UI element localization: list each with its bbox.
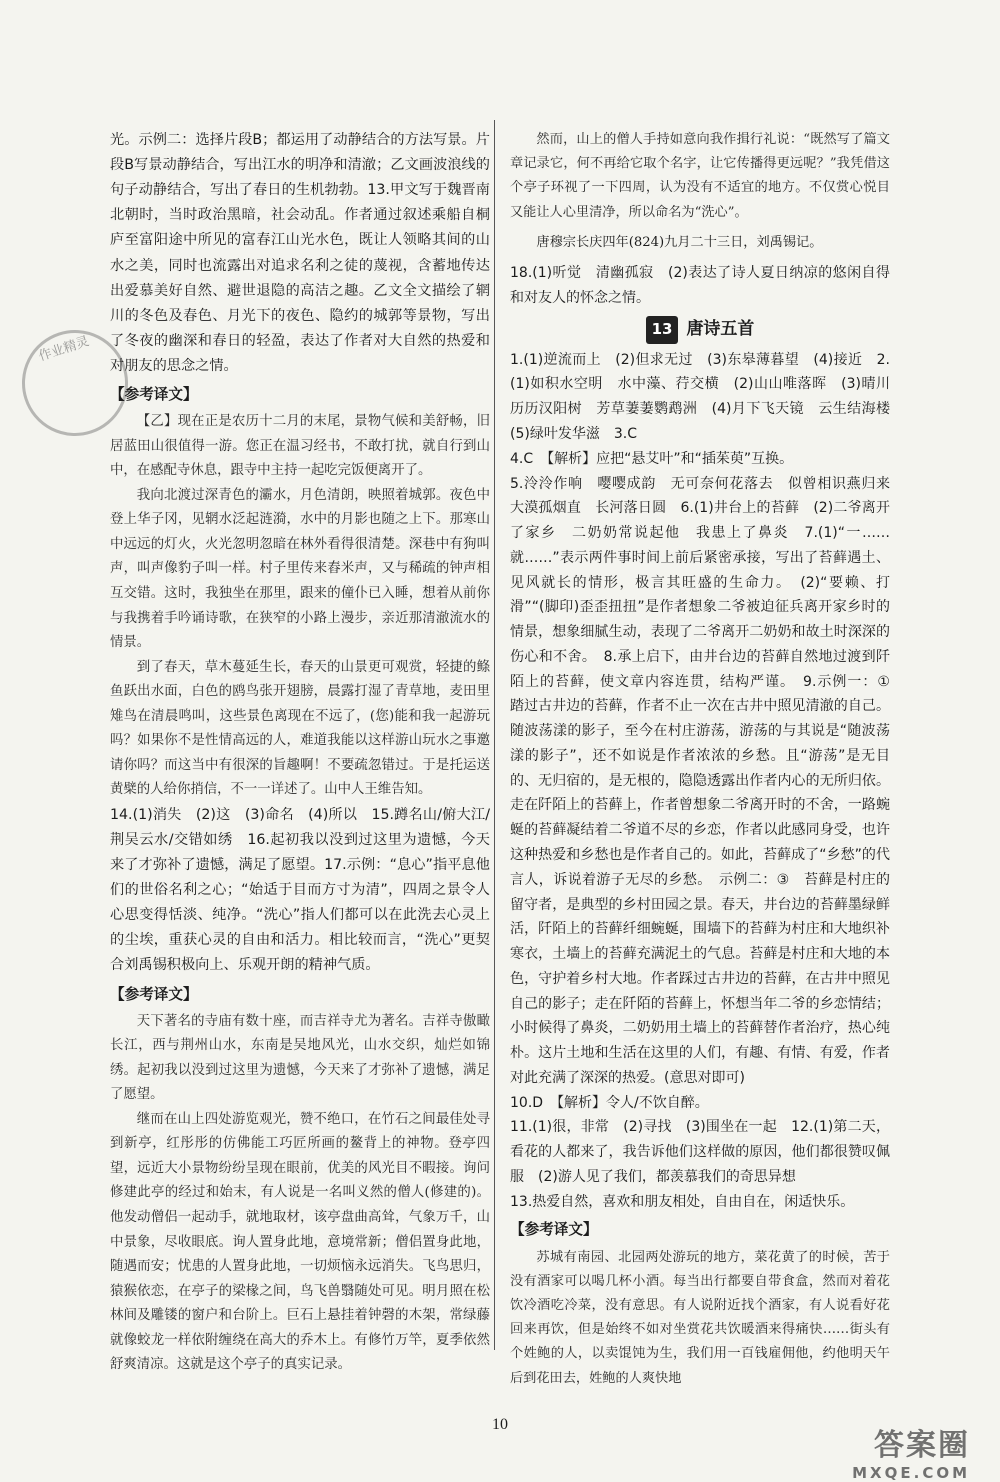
right-column (510, 128, 904, 1391)
section-number: 13 (646, 316, 679, 343)
watermark-url: MXQE.COM (852, 1464, 970, 1482)
left-column (110, 128, 490, 1378)
answer-paragraph: 光。示例二：选择片段B；都运用了动静结合的方法写景。片段B写景动静结合，写出江水的明净和清澈；乙文画波浪线的句子动静结合，写出了春日的生机勃勃。13.甲文写于魏晋南北朝时，当时政治黑暗，社会动乱。作者通过叙述乘船自桐庐至富阳途中所见的富春江山光水色，既让人领略其间的山水之美，同时也流露出对追求名利之徒的蔑视，含蓄地传达出爱慕美好自然、避世退隐的高洁之趣。乙文全文描绘了辋川的冬色及春色、月光下的夜色、隐约的城郭等景物，写出了冬夜的幽深和春日的轻盈，表达了作者对大自然的热爱和对朋友的思念之情。 (110, 132, 490, 374)
site-watermark (852, 1420, 970, 1482)
column-divider (494, 120, 495, 1350)
reference-translation-tag: 【参考译文】 (110, 985, 198, 1003)
answer-paragraph: 11.(1)很，非常 (2)寻找 (3)围坐在一起 12.(1)第二天，看花的人都来了，我告诉他们这样做的原因，他们都很赞叹佩服 (2)游人见了我们，都羡慕我们的奇思异想 (510, 1119, 890, 1185)
translation-paragraph: 天下著名的寺庙有数十座，而吉祥寺尤为著名。吉祥寺傲瞰长江，西与荆州山水，东南是吴地风光，山水交织，灿烂如锦绣。起初我以没到过这里为遗憾，今天来了才弥补了遗憾，满足了愿望。 (110, 1013, 490, 1103)
answer-paragraph: 18.(1)听觉 清幽孤寂 (2)表达了诗人夏日纳凉的悠闲自得和对友人的怀念之情。 (510, 264, 890, 306)
translation-paragraph: 到了春天，草木蔓延生长，春天的山景更可观赏，轻捷的鲦鱼跃出水面，白色的鸥鸟张开翅膀，晨露打湿了青草地，麦田里雉鸟在清晨鸣叫，这些景色离现在不远了，(您)能和我一起游玩吗？如果你不是性情高远的人，难道我能以这样游山玩水之事邀请你吗？而这当中有很深的旨趣啊！不要疏忽错过。于是托运送黄檗的人给你捎信，不一一详述了。山中人王维告知。 (110, 659, 490, 798)
answer-paragraph: 13.热爱自然，喜欢和朋友相处，自由自在，闲适快乐。 (510, 1193, 855, 1210)
reference-translation-tag: 【参考译文】 (510, 1221, 598, 1239)
stamp-text: 作业精灵 (36, 334, 92, 365)
section-heading (510, 316, 890, 343)
answer-paragraph: 14.(1)消失 (2)这 (3)命名 (4)所以 15.蹲名山/俯大江/荆吴云水/交错如绣 16.起初我以没到过这里为遗憾，今天来了才弥补了遗憾，满足了愿望。17.示例：“息心”指平息他们的世俗名利之心；“始适于目而方寸为清”，四周之景令人心思变得恬淡、纯净。“洗心”指人们都可以在此洗去心灵上的尘埃，重获心灵的自由和活力。相比较而言，“洗心”更契合刘禹锡积极向上、乐观开朗的精神气质。 (110, 806, 490, 974)
answer-paragraph: 1.(1)逆流而上 (2)但求无过 (3)东皋薄暮望 (4)接近 2.(1)如积水空明 水中藻、荇交横 (2)山山唯落晖 (3)晴川历历汉阳树 芳草萋萋鹦鹉洲 (4)月下飞天镜 云生结海楼 (5)绿叶发华滋 3.C (510, 351, 904, 442)
translation-paragraph: 【乙】现在正是农历十二月的末尾，景物气候和美舒畅，旧居蓝田山很值得一游。您正在温习经书，不敢打扰，就自行到山中，在感配寺休息，跟寺中主持一起吃完饭便离开了。 (110, 414, 490, 479)
translation-paragraph: 继而在山上四处游览观光，赞不绝口，在竹石之间最佳处寻到新亭，红彤彤的仿佛能工巧匠所画的鳌背上的神物。登亭四望，远近大小景物纷纷呈现在眼前，优美的风光目不暇接。询问修建此亭的经过和始末，有人说是一名叫义然的僧人(修建的)。他发动僧侣一起动手，就地取材，该亭盘曲高耸，气象万千，山中景象，尽收眼底。询人置身此地，意境常新；僧侣置身此地，随遇而安；忧患的人置身此地，一切烦恼永远消失。飞鸟思归，猿猴依恋，在亭子的梁椽之间，鸟飞兽翳随处可见。明月照在松林间及雕镂的窗户和台阶上。巨石上悬挂着钟磬的木架，常绿藤就像蛟龙一样依附缠绕在高大的乔木上。有修竹万竿，夏季依然舒爽清凉。这就是这个亭子的真实记录。 (110, 1111, 490, 1373)
watermark-main: 答案圈 (874, 1428, 970, 1463)
section-title: 唐诗五首 (686, 319, 755, 340)
translation-paragraph: 我向北渡过深青色的灞水，月色清朗，映照着城郭。夜色中登上华子冈，见辋水泛起涟漪，水中的月影也随之上下。那寒山中远远的灯火，火光忽明忽暗在林外看得很清楚。深巷中有狗叫声，叫声像豹子叫一样。村子里传来舂米声，又与稀疏的钟声相互交错。这时，我独坐在那里，跟来的僮仆已入睡，想着从前你与我携着手吟诵诗歌，在狭窄的小路上漫步，亲近那清澈流水的情景。 (110, 487, 490, 651)
reference-translation-tag: 【参考译文】 (110, 386, 198, 404)
page-number: 10 (492, 1416, 508, 1433)
translation-paragraph: 然而，山上的僧人手持如意向我作揖行礼说：“既然写了篇文章记录它，何不再给它取个名字，让它传播得更远呢？”我凭借这个亭子环视了一下四周，认为没有不适宜的地方。不仅赏心悦目又能让人心里清净，所以命名为“洗心”。 (510, 132, 890, 220)
answer-paragraph: 4.C 【解析】应把“悬艾叶”和“插茱萸”互换。 (510, 450, 794, 467)
answer-paragraph: 5.泠泠作响 嘤嘤成韵 无可奈何花落去 似曾相识燕归来 大漠孤烟直 长河落日圆 6.(1)井台上的苔藓 (2)二爷离开了家乡 二奶奶常说起他 我患上了鼻炎 7.(1)“一……就……”表示两件事时间上前后紧密承接，写出了苔藓遇土、见风就长的情形，极言其旺盛的生命力。 (2)“要赖、打滑”“(脚印)歪歪扭扭”是作者想象二爷被迫征兵离开家乡时的情景，想象细腻生动，表现了二爷离开二奶奶和故土时深深的伤心和不舍。 8.承上启下，由井台边的苔藓自然地过渡到阡陌上的苔藓，使文章内容连贯，结构严谨。 9.示例一：① 踏过古井边的苔藓，作者不止一次在古井中照见清澈的自己。随波荡漾的影子，至今在村庄游荡，游荡的与其说是“随波荡漾的影子”，还不如说是作者浓浓的乡愁。且“游荡”是无目的、无归宿的，是无根的，隐隐透露出作者内心的无所归依。走在阡陌上的苔藓上，作者曾想象二爷离开时的不舍，一路蜿蜒的苔藓凝结着二爷道不尽的乡恋，作者以此感同身受，也许这种热爱和乡愁也是作者自己的。如此，苔藓成了“乡愁”的代言人，诉说着游子无尽的乡愁。 示例二：③ 苔藓是村庄的留守者，是典型的乡村田园之景。春天，井台边的苔藓墨绿鲜活，阡陌上的苔藓纤细蜿蜒，围墙下的苔藓为村庄和大地织补寒衣，土墙上的苔藓充满泥土的气息。苔藓是村庄和大地的本色，守护着乡村大地。作者踩过古井边的苔藓，在古井中照见自己的影子；走在阡陌的苔藓上，怀想当年二爷的乡恋情结；小时候得了鼻炎，二奶奶用土墙上的苔藓替作者治疗，热心纯朴。这片土地和生活在这里的人们，有趣、有情、有爱，作者对此充满了深深的热爱。(意思对即可) (510, 475, 904, 1086)
signature-line: 唐穆宗长庆四年(824)九月二十三日，刘禹锡记。 (536, 234, 823, 250)
answer-paragraph: 10.D 【解析】令人/不饮自醉。 (510, 1094, 709, 1111)
translation-paragraph: 苏城有南园、北园两处游玩的地方，菜花黄了的时候，苦于没有酒家可以喝几杯小酒。每当出行都要自带食盒，然而对着花饮冷酒吃冷菜，没有意思。有人说附近找个酒家，有人说看好花回来再饮，但是始终不如对坐赏花共饮暖酒来得痛快……街头有个姓鲍的人，以卖馄饨为生，我们用一百钱雇佣他，约他明天午后到花田去，姓鲍的人爽快地 (510, 1249, 890, 1386)
